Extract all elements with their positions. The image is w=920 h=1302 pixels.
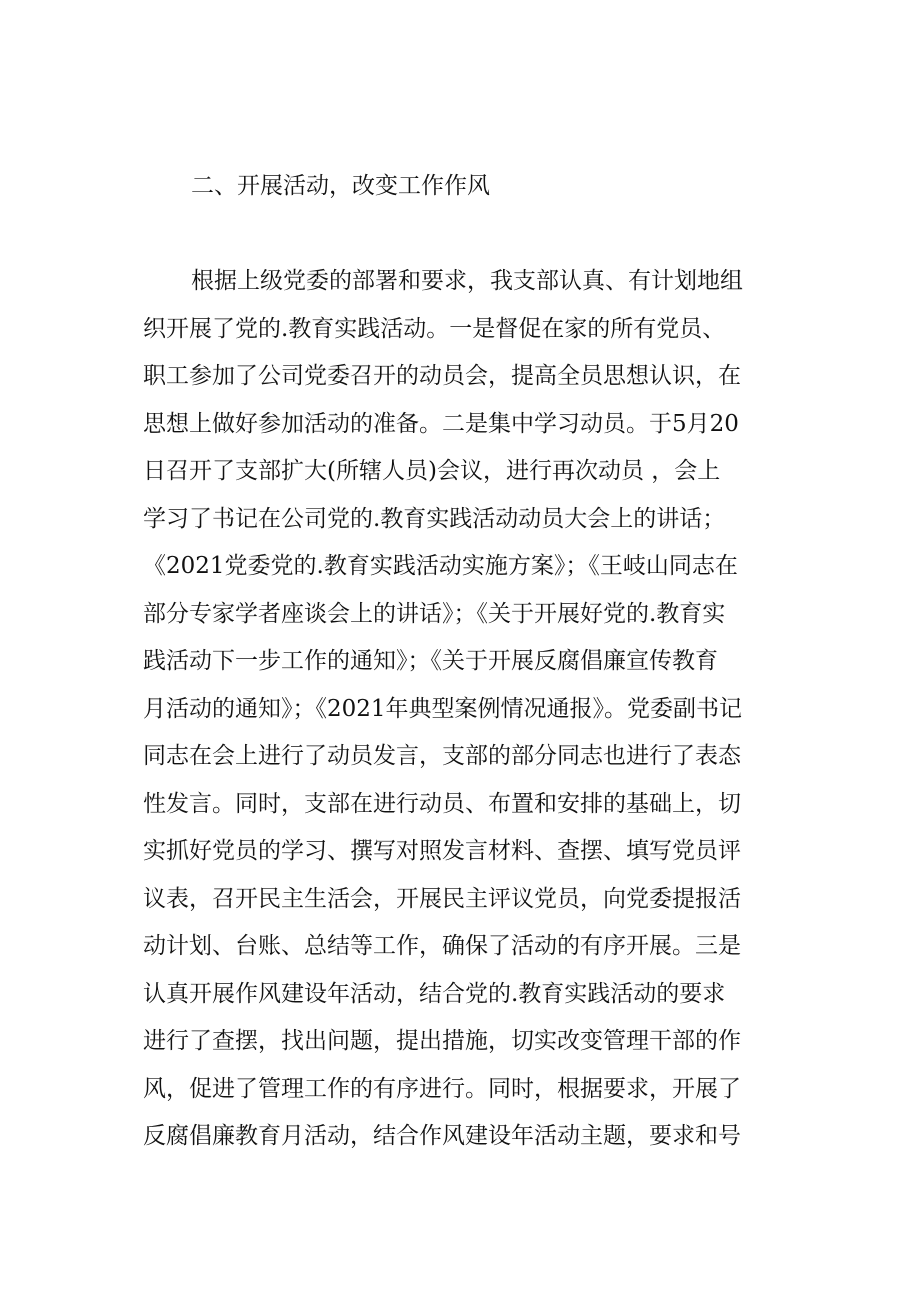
paragraph-line: 根据上级党委的部署和要求，我支部认真、有计划地组 bbox=[191, 268, 743, 294]
body-paragraph bbox=[143, 258, 783, 1161]
paragraph-line: 反腐倡廉教育月活动，结合作风建设年活动主题，要求和号 bbox=[143, 1123, 741, 1149]
paragraph-line: 学习了书记在公司党的.教育实践活动动员大会上的讲话； bbox=[143, 505, 726, 532]
paragraph-line: 日召开了支部扩大(所辖人员)会议，进行再次动员 ，会上 bbox=[143, 458, 721, 484]
paragraph-line: 织开展了党的.教育实践活动。一是督促在家的所有党员、 bbox=[143, 315, 726, 342]
paragraph-line: 思想上做好参加活动的准备。二是集中学习动员。于5月20 bbox=[143, 410, 739, 437]
paragraph-line: 风，促进了管理工作的有序进行。同时，根据要求，开展了 bbox=[143, 1075, 741, 1102]
paragraph-line: 践活动下一步工作的通知》；《关于开展反腐倡廉宣传教育 bbox=[143, 648, 718, 674]
paragraph-line: 月活动的通知》；《2021年典型案例情况通报》。党委副书记 bbox=[143, 695, 743, 722]
paragraph-line: 同志在会上进行了动员发言，支部的部分同志也进行了表态 bbox=[143, 743, 741, 769]
paragraph-line: 《2021党委党的.教育实践活动实施方案》；《王岐山同志在 bbox=[143, 553, 738, 579]
paragraph-line: 认真开展作风建设年活动，结合党的.教育实践活动的要求 bbox=[143, 980, 726, 1007]
section-heading: 二、开展活动，改变工作作风 bbox=[191, 173, 490, 199]
paragraph-line: 实抓好党员的学习、撰写对照发言材料、查摆、填写党员评 bbox=[143, 838, 741, 864]
paragraph-line: 部分专家学者座谈会上的讲话》；《关于开展好党的.教育实 bbox=[143, 600, 726, 627]
paragraph-line: 性发言。同时，支部在进行动员、布置和安排的基础上，切 bbox=[143, 790, 741, 817]
paragraph-line: 动计划、台账、总结等工作，确保了活动的有序开展。三是 bbox=[143, 933, 741, 959]
paragraph-line: 进行了查摆，找出问题，提出措施，切实改变管理干部的作 bbox=[143, 1028, 741, 1054]
paragraph-line: 职工参加了公司党委召开的动员会，提高全员思想认识，在 bbox=[143, 363, 741, 389]
paragraph-line: 议表，召开民主生活会，开展民主评议党员，向党委提报活 bbox=[143, 885, 741, 912]
